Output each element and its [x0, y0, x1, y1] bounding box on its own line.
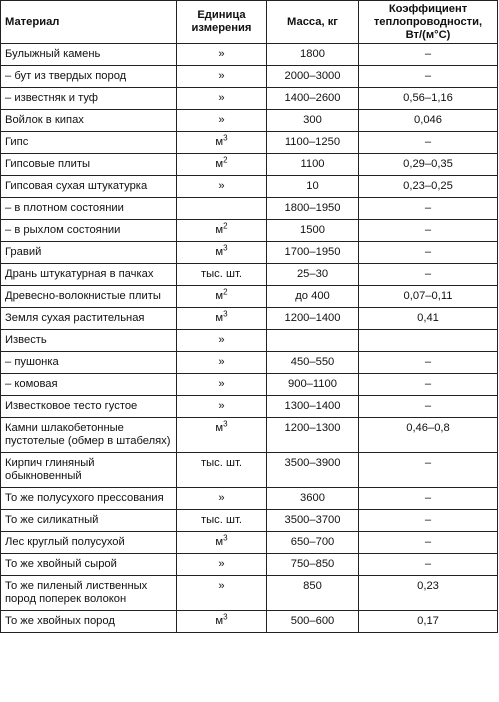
material-cell: – комовая [1, 374, 177, 396]
material-cell: Кирпич глиняный обыкновенный [1, 453, 177, 488]
unit-text: » [218, 558, 225, 570]
conductivity-cell: 0,23–0,25 [359, 176, 498, 198]
material-cell: – в плотном состоянии [1, 198, 177, 220]
unit-cell [177, 576, 267, 611]
unit-exponent: 3 [223, 612, 228, 622]
mass-cell: до 400 [267, 286, 359, 308]
header-conductivity: Коэффициент теплопроводности, Вт/(м°С) [359, 1, 498, 44]
unit-cell [177, 66, 267, 88]
unit-exponent: 3 [223, 133, 228, 143]
material-cell: Древесно-волокнистые плиты [1, 286, 177, 308]
header-material: Материал [1, 1, 177, 44]
material-cell: Известь [1, 330, 177, 352]
conductivity-cell: – [359, 44, 498, 66]
unit-cell [177, 308, 267, 330]
conductivity-cell: 0,17 [359, 611, 498, 633]
unit-text: » [218, 356, 225, 368]
conductivity-cell: – [359, 488, 498, 510]
conductivity-cell: 0,23 [359, 576, 498, 611]
unit-cell [177, 611, 267, 633]
unit-cell [177, 418, 267, 453]
table-row [1, 453, 498, 488]
table-row [1, 418, 498, 453]
mass-cell: 500–600 [267, 611, 359, 633]
material-cell: Камни шлакобетонные пустотелые (обмер в штабелях) [1, 418, 177, 453]
unit-cell [177, 396, 267, 418]
conductivity-cell: – [359, 66, 498, 88]
material-cell: То же пиленый лиственных пород поперек волокон [1, 576, 177, 611]
unit-exponent: 2 [223, 287, 228, 297]
table-row [1, 110, 498, 132]
material-cell: – пушонка [1, 352, 177, 374]
table-row [1, 132, 498, 154]
table-row [1, 176, 498, 198]
table-row [1, 576, 498, 611]
unit-cell [177, 242, 267, 264]
table-header-row [1, 1, 498, 44]
material-cell: Дрань штукатурная в пачках [1, 264, 177, 286]
header-unit: Единица измерения [177, 1, 267, 44]
unit-text: м [215, 536, 224, 548]
unit-text: » [218, 92, 225, 104]
table-row [1, 611, 498, 633]
mass-cell: 3500–3700 [267, 510, 359, 532]
mass-cell: 1800–1950 [267, 198, 359, 220]
mass-cell: 850 [267, 576, 359, 611]
material-cell: Известковое тесто густое [1, 396, 177, 418]
material-cell: – в рыхлом состоянии [1, 220, 177, 242]
table-row [1, 330, 498, 352]
unit-text: м [215, 158, 224, 170]
table-row [1, 220, 498, 242]
mass-cell: 450–550 [267, 352, 359, 374]
conductivity-cell: – [359, 532, 498, 554]
unit-cell [177, 110, 267, 132]
table-row [1, 286, 498, 308]
table-body [1, 44, 498, 633]
mass-cell: 1200–1300 [267, 418, 359, 453]
conductivity-cell: 0,41 [359, 308, 498, 330]
unit-exponent: 2 [223, 221, 228, 231]
material-cell: Гипсовые плиты [1, 154, 177, 176]
conductivity-cell: – [359, 198, 498, 220]
table-row [1, 154, 498, 176]
unit-cell [177, 532, 267, 554]
conductivity-cell: – [359, 242, 498, 264]
conductivity-cell: – [359, 264, 498, 286]
unit-cell [177, 554, 267, 576]
table-row [1, 198, 498, 220]
mass-cell: 1500 [267, 220, 359, 242]
table-row [1, 532, 498, 554]
unit-cell [177, 132, 267, 154]
mass-cell: 650–700 [267, 532, 359, 554]
unit-text: тыс. шт. [201, 457, 242, 469]
unit-text: » [218, 48, 225, 60]
unit-cell [177, 286, 267, 308]
table-row [1, 374, 498, 396]
conductivity-cell: – [359, 453, 498, 488]
mass-cell: 900–1100 [267, 374, 359, 396]
unit-text: м [215, 290, 224, 302]
unit-text: м [215, 422, 224, 434]
unit-exponent: 3 [223, 243, 228, 253]
material-cell: Войлок в кипах [1, 110, 177, 132]
mass-cell: 1800 [267, 44, 359, 66]
table-row [1, 554, 498, 576]
unit-text: » [218, 492, 225, 504]
conductivity-cell: – [359, 554, 498, 576]
material-cell: Булыжный камень [1, 44, 177, 66]
unit-text: тыс. шт. [201, 514, 242, 526]
material-cell: Гравий [1, 242, 177, 264]
unit-exponent: 3 [223, 419, 228, 429]
mass-cell: 25–30 [267, 264, 359, 286]
material-cell: То же хвойный сырой [1, 554, 177, 576]
unit-text: » [218, 400, 225, 412]
table-row [1, 88, 498, 110]
conductivity-cell: 0,07–0,11 [359, 286, 498, 308]
unit-text: » [218, 70, 225, 82]
table-row [1, 352, 498, 374]
conductivity-cell: 0,046 [359, 110, 498, 132]
mass-cell: 2000–3000 [267, 66, 359, 88]
conductivity-cell [359, 330, 498, 352]
table-row [1, 242, 498, 264]
material-cell: – известняк и туф [1, 88, 177, 110]
unit-text: м [215, 224, 224, 236]
conductivity-cell: – [359, 374, 498, 396]
conductivity-cell: – [359, 352, 498, 374]
unit-text: м [215, 136, 224, 148]
material-cell: То же хвойных пород [1, 611, 177, 633]
table-row [1, 308, 498, 330]
unit-cell [177, 198, 267, 220]
unit-cell [177, 510, 267, 532]
unit-text: » [218, 114, 225, 126]
mass-cell: 3600 [267, 488, 359, 510]
material-cell: Земля сухая растительная [1, 308, 177, 330]
conductivity-cell: 0,56–1,16 [359, 88, 498, 110]
mass-cell [267, 330, 359, 352]
material-cell: Гипс [1, 132, 177, 154]
unit-cell [177, 44, 267, 66]
material-cell: То же полусухого прессования [1, 488, 177, 510]
header-mass: Масса, кг [267, 1, 359, 44]
table-row [1, 396, 498, 418]
conductivity-cell: 0,29–0,35 [359, 154, 498, 176]
unit-text: » [218, 580, 225, 592]
unit-exponent: 3 [223, 533, 228, 543]
unit-text: м [215, 246, 224, 258]
unit-cell [177, 154, 267, 176]
material-cell: – бут из твердых пород [1, 66, 177, 88]
material-cell: То же силикатный [1, 510, 177, 532]
unit-cell [177, 264, 267, 286]
mass-cell: 3500–3900 [267, 453, 359, 488]
mass-cell: 1200–1400 [267, 308, 359, 330]
unit-cell [177, 374, 267, 396]
unit-text: » [218, 334, 225, 346]
mass-cell: 1100–1250 [267, 132, 359, 154]
unit-text: тыс. шт. [201, 268, 242, 280]
unit-cell [177, 488, 267, 510]
unit-exponent: 2 [223, 155, 228, 165]
unit-cell [177, 352, 267, 374]
unit-text: » [218, 378, 225, 390]
mass-cell: 300 [267, 110, 359, 132]
material-cell: Гипсовая сухая штукатурка [1, 176, 177, 198]
mass-cell: 750–850 [267, 554, 359, 576]
unit-text: » [218, 180, 225, 192]
conductivity-cell: – [359, 132, 498, 154]
conductivity-cell: – [359, 220, 498, 242]
mass-cell: 10 [267, 176, 359, 198]
conductivity-cell: – [359, 510, 498, 532]
table-row [1, 66, 498, 88]
unit-text: м [215, 312, 224, 324]
table-row [1, 264, 498, 286]
material-cell: Лес круглый полусухой [1, 532, 177, 554]
conductivity-cell: 0,46–0,8 [359, 418, 498, 453]
mass-cell: 1400–2600 [267, 88, 359, 110]
mass-cell: 1100 [267, 154, 359, 176]
unit-cell [177, 220, 267, 242]
conductivity-cell: – [359, 396, 498, 418]
table-row [1, 488, 498, 510]
unit-cell [177, 176, 267, 198]
table-row [1, 44, 498, 66]
unit-cell [177, 330, 267, 352]
unit-cell [177, 88, 267, 110]
unit-exponent: 3 [223, 309, 228, 319]
mass-cell: 1300–1400 [267, 396, 359, 418]
unit-cell [177, 453, 267, 488]
mass-cell: 1700–1950 [267, 242, 359, 264]
table-row [1, 510, 498, 532]
unit-text: м [215, 615, 224, 627]
